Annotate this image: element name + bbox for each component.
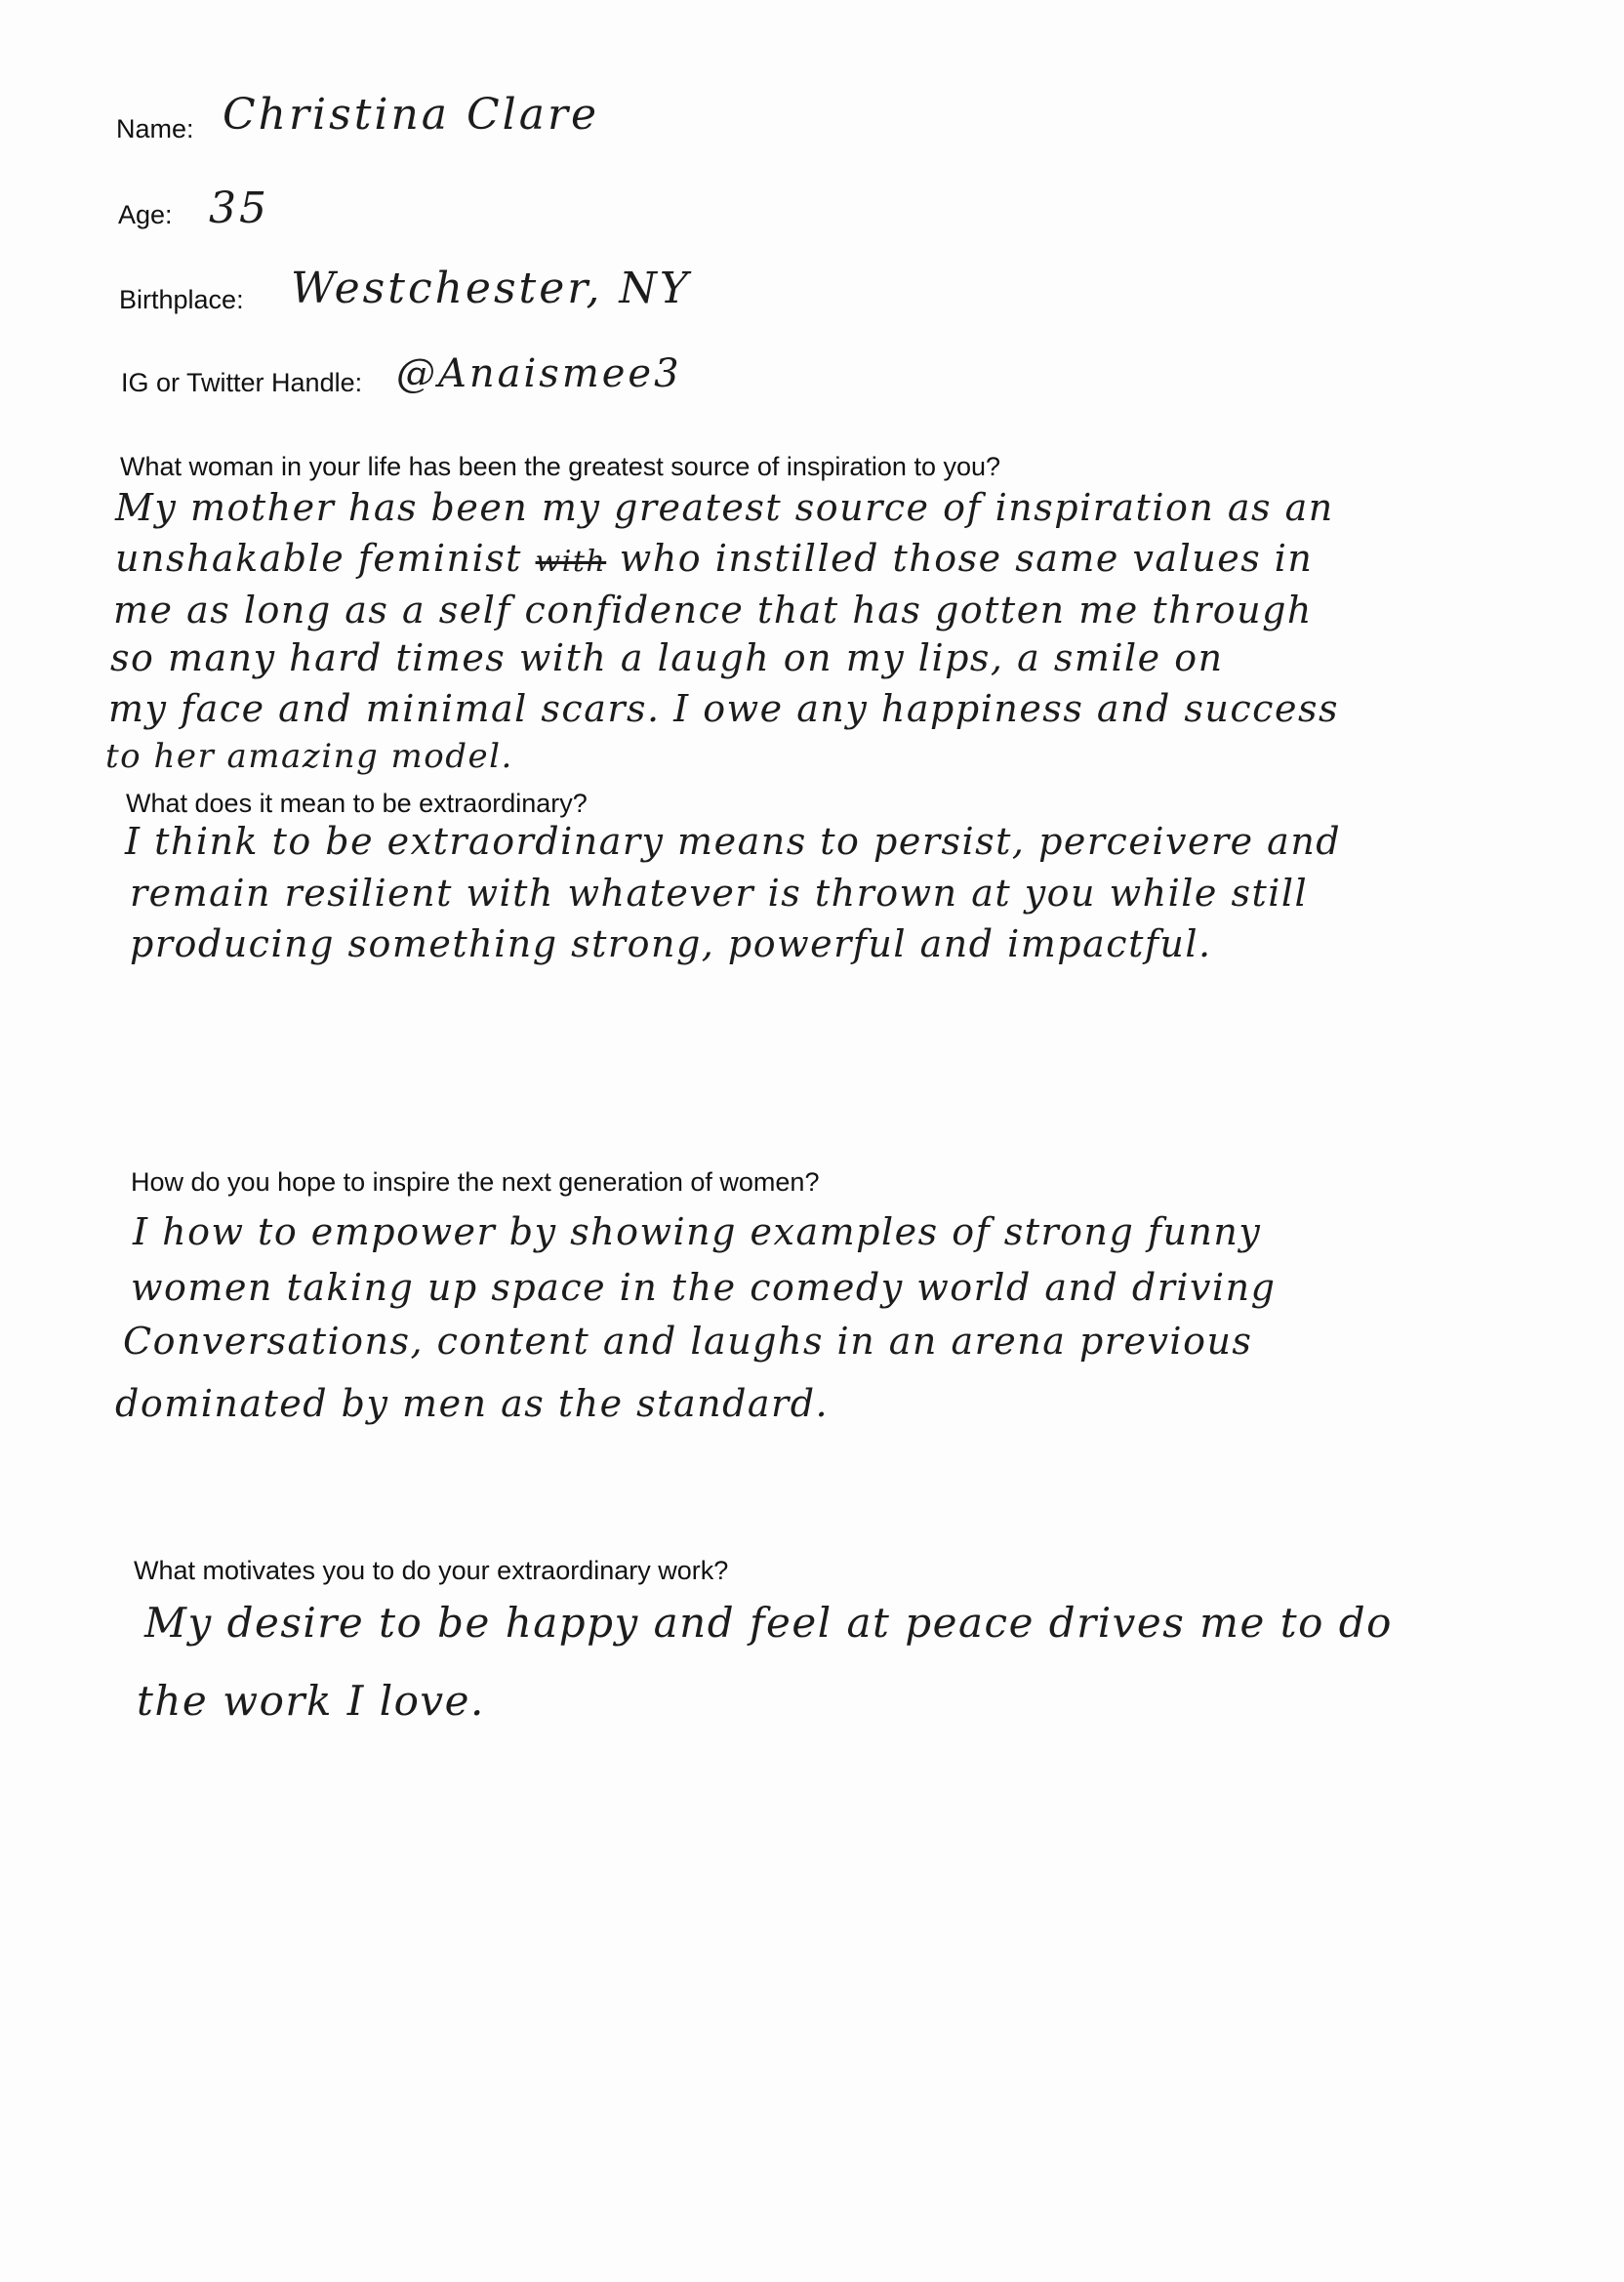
handle-label: IG or Twitter Handle: <box>121 368 363 397</box>
answer-next-generation-line: I how to empower by showing examples of strong funny <box>133 1210 1262 1253</box>
answer-inspiration-line: My mother has been my greatest source of inspiration as an <box>115 486 1334 529</box>
birthplace-label: Birthplace: <box>119 285 244 314</box>
answer-inspiration-fragment: who instilled those same values in <box>619 537 1314 580</box>
question-extraordinary: What does it mean to be extraordinary? <box>126 789 588 818</box>
struck-word: with <box>535 545 607 579</box>
answer-next-generation-line: dominated by men as the standard. <box>115 1382 830 1425</box>
question-next-generation: How do you hope to inspire the next generation of women? <box>131 1167 820 1197</box>
answer-inspiration-line: me as long as a self confidence that has gotten me through <box>113 589 1313 632</box>
answer-inspiration-line: my face and minimal scars. I owe any happiness and success <box>108 687 1339 730</box>
age-value: 35 <box>209 183 269 233</box>
name-value: Christina Clare <box>223 90 600 140</box>
age-label: Age: <box>118 200 173 229</box>
answer-extraordinary-line: I think to be extraordinary means to persist, perceivere and <box>125 820 1342 863</box>
name-label: Name: <box>116 114 194 143</box>
handle-value: @Anaismee3 <box>396 351 682 396</box>
answer-extraordinary-line: remain resilient with whatever is thrown at you while still <box>130 872 1309 915</box>
question-inspiration: What woman in your life has been the greatest source of inspiration to you? <box>120 452 1001 481</box>
answer-motivation-line: My desire to be happy and feel at peace drives me to do <box>144 1599 1393 1647</box>
answer-inspiration-fragment: unshakable feminist <box>115 537 522 580</box>
answer-extraordinary-line: producing something strong, powerful and impactful. <box>130 922 1212 965</box>
answer-inspiration-line <box>115 537 1313 580</box>
answer-next-generation-line: Conversations, content and laughs in an arena previous <box>123 1320 1253 1363</box>
answer-inspiration-line: to her amazing model. <box>105 737 513 776</box>
answer-inspiration-line: so many hard times with a laugh on my lips, a smile on <box>110 636 1224 679</box>
answer-motivation-line: the work I love. <box>137 1677 485 1725</box>
answer-next-generation-line: women taking up space in the comedy world and driving <box>131 1266 1277 1309</box>
birthplace-value: Westchester, NY <box>291 264 691 313</box>
question-motivation: What motivates you to do your extraordinary work? <box>134 1556 729 1585</box>
